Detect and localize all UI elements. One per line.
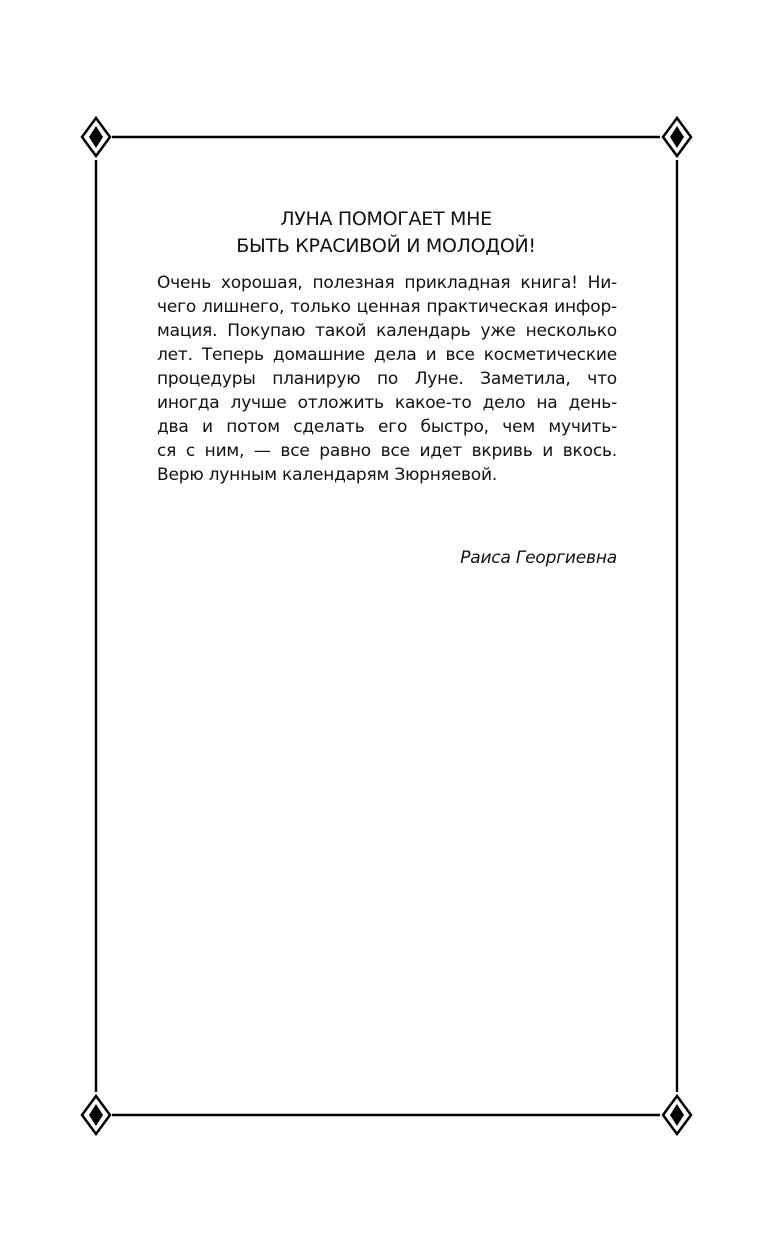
- text-line: лет. Теперь домашние дела и все косметические: [157, 345, 617, 365]
- signature: Раиса Георгиевна: [460, 548, 617, 568]
- heading-line-2: БЫТЬ КРАСИВОЙ И МОЛОДОЙ!: [236, 235, 536, 257]
- heading-line-1: ЛУНА ПОМОГАЕТ МНЕ: [280, 208, 492, 230]
- corner-ornament-bottom-left-icon: [82, 1096, 110, 1134]
- text-line: Верю лунным календарям Зюрняевой.: [157, 465, 498, 485]
- corner-ornament-top-right-icon: [663, 118, 691, 156]
- text-line: иногда лучше отложить какое-то дело на день-: [157, 393, 617, 413]
- text-line: мация. Покупаю такой календарь уже несколько: [157, 321, 617, 341]
- text-line: два и потом сделать его быстро, чем мучить-: [157, 417, 617, 437]
- corner-ornament-bottom-right-icon: [663, 1096, 691, 1134]
- text-line: ся с ним, — все равно все идет вкривь и вкось.: [157, 441, 617, 461]
- text-line: процедуры планирую по Луне. Заметила, что: [157, 369, 617, 389]
- corner-ornament-top-left-icon: [82, 118, 110, 156]
- text-line: Очень хорошая, полезная прикладная книга! Ни-: [157, 273, 617, 293]
- text-line: чего лишнего, только ценная практическая инфор-: [157, 297, 617, 317]
